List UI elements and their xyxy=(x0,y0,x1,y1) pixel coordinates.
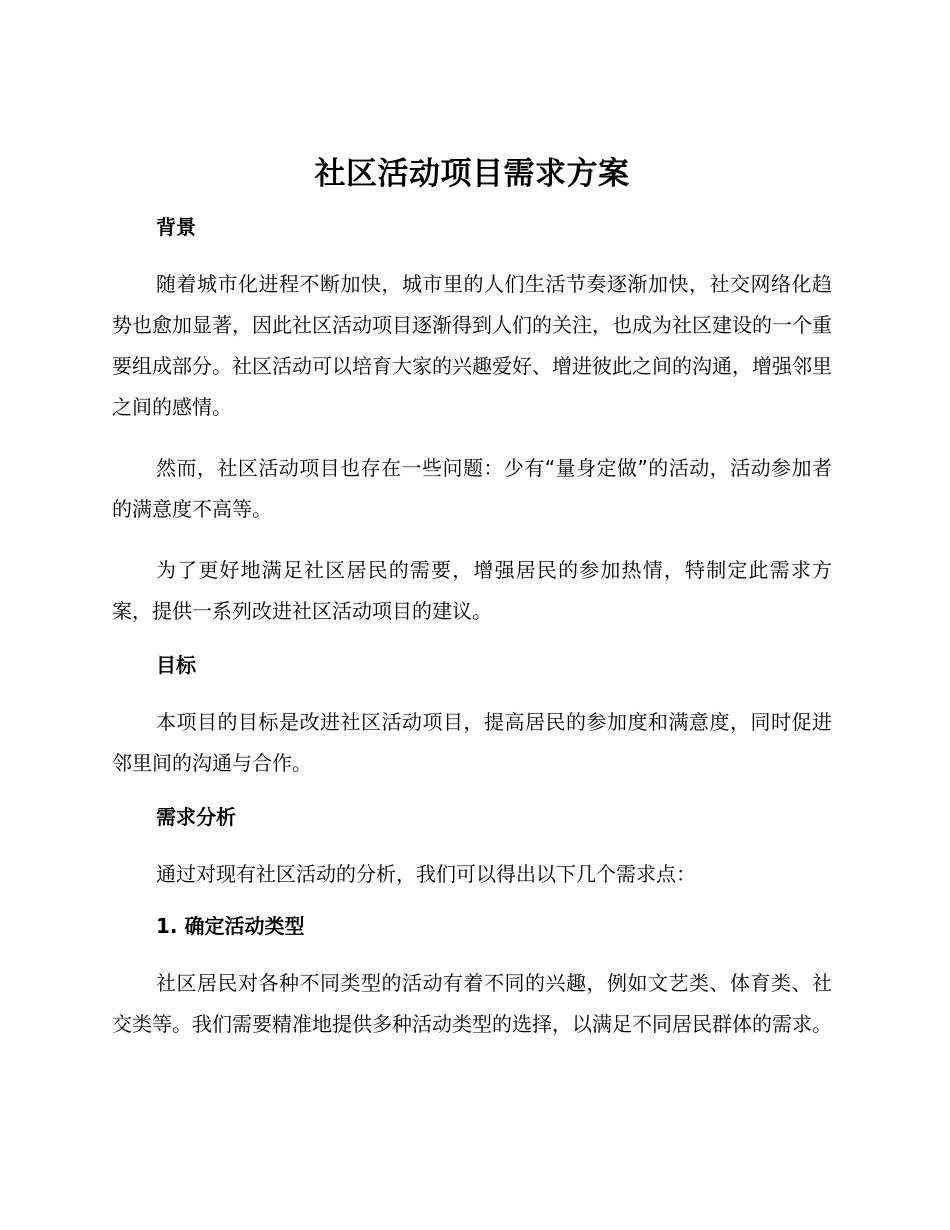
paragraph: 为了更好地满足社区居民的需要，增强居民的参加热情，特制定此需求方案，提供一系列改进社区活动项目的建议。 xyxy=(112,558,832,623)
paragraph: 本项目的目标是改进社区活动项目，提高居民的参加度和满意度，同时促进邻里间的沟通与合作。 xyxy=(112,710,832,775)
section-heading-analysis: 需求分析 xyxy=(156,805,236,829)
paragraph: 通过对现有社区活动的分析，我们可以得出以下几个需求点： xyxy=(156,862,696,886)
document-body xyxy=(112,148,832,1065)
paragraph: 然而，社区活动项目也存在一些问题：少有“量身定做”的活动，活动参加者的满意度不高等。 xyxy=(112,456,832,521)
subsection-heading-activity-type: 1. 确定活动类型 xyxy=(156,914,305,938)
document-title: 社区活动项目需求方案 xyxy=(314,156,630,192)
paragraph: 随着城市化进程不断加快，城市里的人们生活节奏逐渐加快，社交网络化趋势也愈加显著，因此社区活动项目逐渐得到人们的关注，也成为社区建设的一个重要组成部分。社区活动可以培育大家的兴趣爱好、增进彼此之间的沟通，增强邻里之间的感情。 xyxy=(112,272,832,419)
paragraph: 社区居民对各种不同类型的活动有着不同的兴趣，例如文艺类、体育类、社交类等。我们需要精准地提供多种活动类型的选择，以满足不同居民群体的需求。 xyxy=(112,971,832,1036)
section-heading-background: 背景 xyxy=(156,215,196,239)
section-heading-goal: 目标 xyxy=(156,653,196,677)
